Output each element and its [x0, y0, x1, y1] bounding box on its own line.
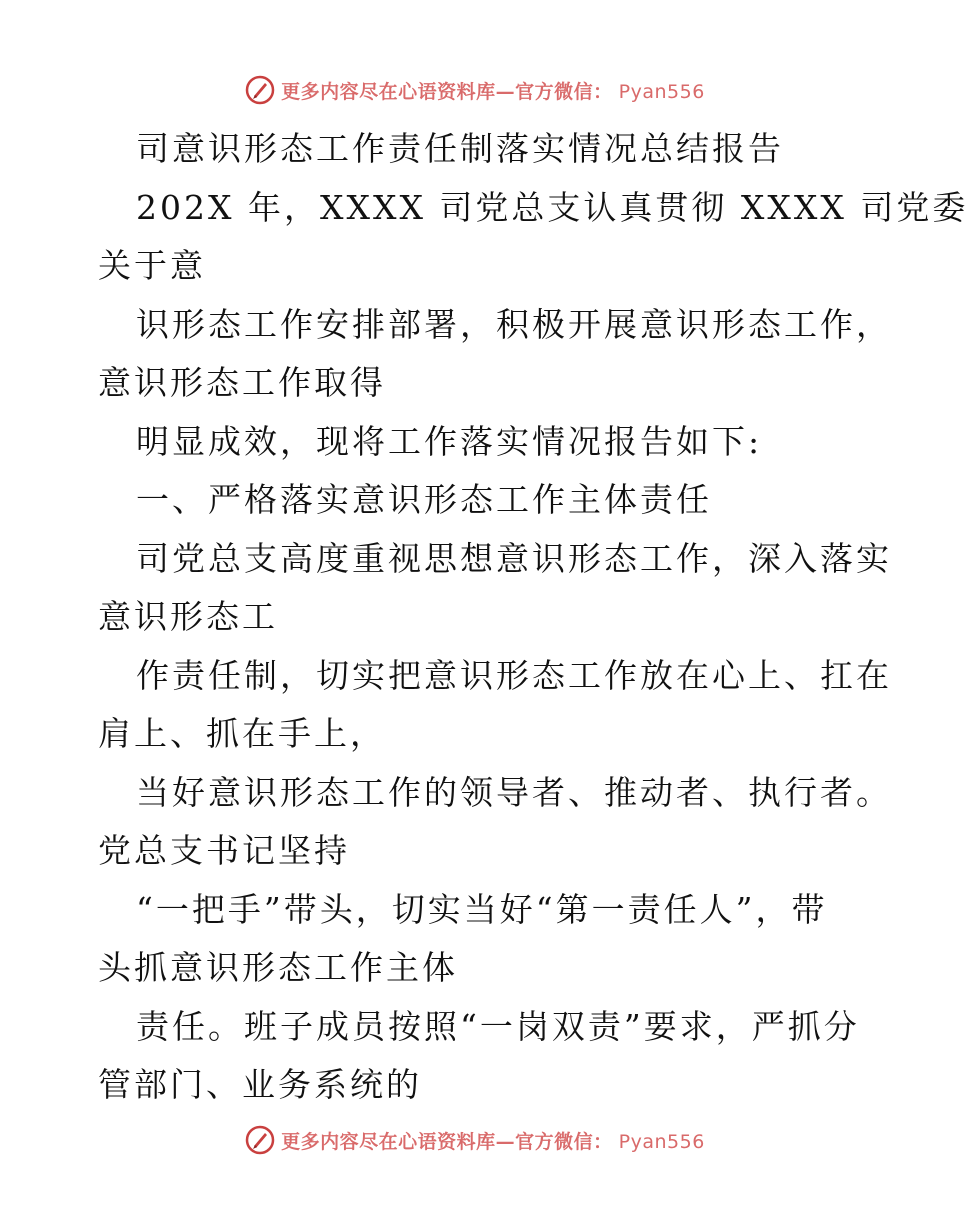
header-banner — [0, 70, 950, 110]
text-line: 司意识形态工作责任制落实情况总结报告 — [136, 129, 784, 168]
text-line: 头抓意识形态工作主体 — [98, 948, 458, 987]
quill-logo-icon — [245, 1125, 275, 1155]
document-body — [98, 120, 968, 1115]
text-line: 202X 年，XXXX 司党总支认真贯彻 XXXX 司党委 — [136, 187, 968, 227]
text-line: 明显成效，现将工作落实情况报告如下: — [136, 421, 763, 461]
quill-logo-icon — [245, 75, 275, 105]
banner-wechat-id: Pyan556 — [618, 80, 705, 103]
text-line: 关于意 — [98, 246, 206, 285]
text-line: 司党总支高度重视思想意识形态工作，深入落实 — [136, 538, 892, 578]
banner-label: 更多内容尽在心语资料库—官方微信： — [281, 1130, 613, 1153]
footer-banner — [0, 1120, 950, 1160]
text-line: 意识形态工作取得 — [98, 363, 386, 402]
text-line: “一把手”带头，切实当好“第一责任人”，带 — [136, 889, 828, 929]
text-line: 责任。班子成员按照“一岗双责”要求，严抓分 — [136, 1006, 860, 1046]
text-line: 识形态工作安排部署，积极开展意识形态工作， — [136, 304, 892, 344]
banner-label: 更多内容尽在心语资料库—官方微信： — [281, 80, 613, 103]
text-line: 肩上、抓在手上， — [98, 714, 386, 753]
text-line: 党总支书记坚持 — [98, 831, 350, 870]
banner-wechat-id: Pyan556 — [618, 1130, 705, 1153]
text-line: 当好意识形态工作的领导者、推动者、执行者。 — [136, 772, 892, 812]
text-line: 意识形态工 — [98, 597, 278, 636]
text-line: 一、严格落实意识形态工作主体责任 — [136, 480, 712, 519]
text-line: 作责任制，切实把意识形态工作放在心上、扛在 — [136, 655, 892, 695]
text-line: 管部门、业务系统的 — [98, 1065, 422, 1104]
